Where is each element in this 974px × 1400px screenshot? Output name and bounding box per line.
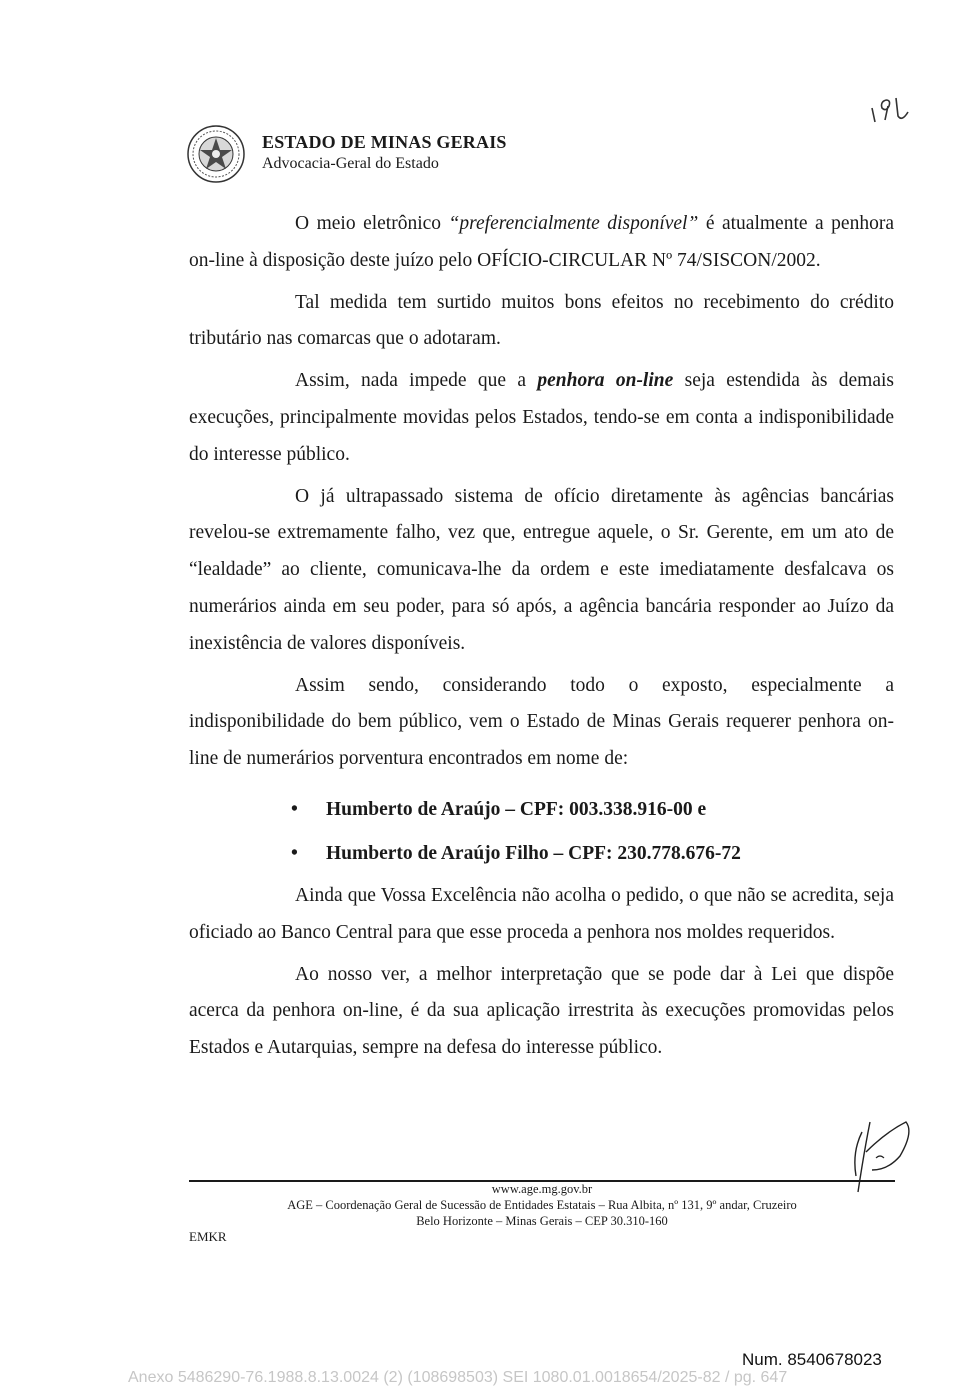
author-initials: EMKR (189, 1229, 227, 1244)
paragraph-6: Ainda que Vossa Excelência não acolha o pedido, o que não se acredita, seja oficiado ao Banco Central para que esse proceda a penhora nos moldes requeridos. (189, 884, 894, 943)
emphasis-penhora-online: penhora on-line (537, 370, 674, 392)
header-department: Advocacia-Geral do Estado (262, 155, 439, 172)
document-body (189, 206, 894, 1067)
defendant-list (189, 788, 894, 876)
coat-of-arms-seal-icon (186, 124, 246, 184)
header-state-name: ESTADO DE MINAS GERAIS (262, 132, 507, 152)
annex-reference-stamp: Anexo 5486290-76.1988.8.13.0024 (2) (108698503) SEI 1080.01.0018654/2025-82 / pg. 647 (128, 1369, 788, 1386)
italic-quote: “preferencialmente disponível” (448, 213, 699, 234)
paragraph-1: O meio eletrônico “preferencialmente disponível” é atualmente a penhora on-line à disposição deste juízo pelo OFÍCIO-CIRCULAR Nº 74/SISCON/2002. (189, 213, 894, 271)
paragraph-7: Ao nosso ver, a melhor interpretação que se pode dar à Lei que dispõe acerca da penhora on-line, é da sua aplicação irrestrita às execuções promovidas pelos Estados e Autarquias, sempre na defesa do interesse público. (189, 963, 894, 1059)
document-number-stamp: Num. 8540678023 (742, 1350, 882, 1369)
list-item: • Humberto de Araújo Filho – CPF: 230.778.676-72 (189, 832, 894, 876)
footer-city: Belo Horizonte – Minas Gerais – CEP 30.310-160 (416, 1214, 668, 1228)
paragraph-5: Assim sendo, considerando todo o exposto, especialmente a indisponibilidade do bem público, vem o Estado de Minas Gerais requerer penhora on-line de numerários porventura encontrados em nome de: (189, 674, 894, 770)
paragraph-2: Tal medida tem surtido muitos bons efeitos no recebimento do crédito tributário nas comarcas que o adotaram. (189, 291, 894, 350)
footer-website: www.age.mg.gov.br (491, 1182, 593, 1196)
handwritten-page-number (866, 88, 922, 128)
footer-address: AGE – Coordenação Geral de Sucessão de Entidades Estatais – Rua Albita, nº 131, 9º andar, Cruzeiro (287, 1198, 797, 1212)
paragraph-4: O já ultrapassado sistema de ofício diretamente às agências bancárias revelou-se extremamente falho, vez que, entregue aquele, o Sr. Gerente, em um ato de “lealdade” ao cliente, comunicava-lhe da ordem e este imediatamente desfalcava os numerários ainda em seu poder, para só após, a agência bancária responder ao Juízo da inexistência de valores disponíveis. (189, 485, 894, 654)
list-item: • Humberto de Araújo – CPF: 003.338.916-00 e (189, 788, 894, 832)
paragraph-3: Assim, nada impede que a penhora on-line seja estendida às demais execuções, principalmente movidas pelos Estados, tendo-se em conta a indisponibilidade do interesse público. (189, 370, 894, 465)
